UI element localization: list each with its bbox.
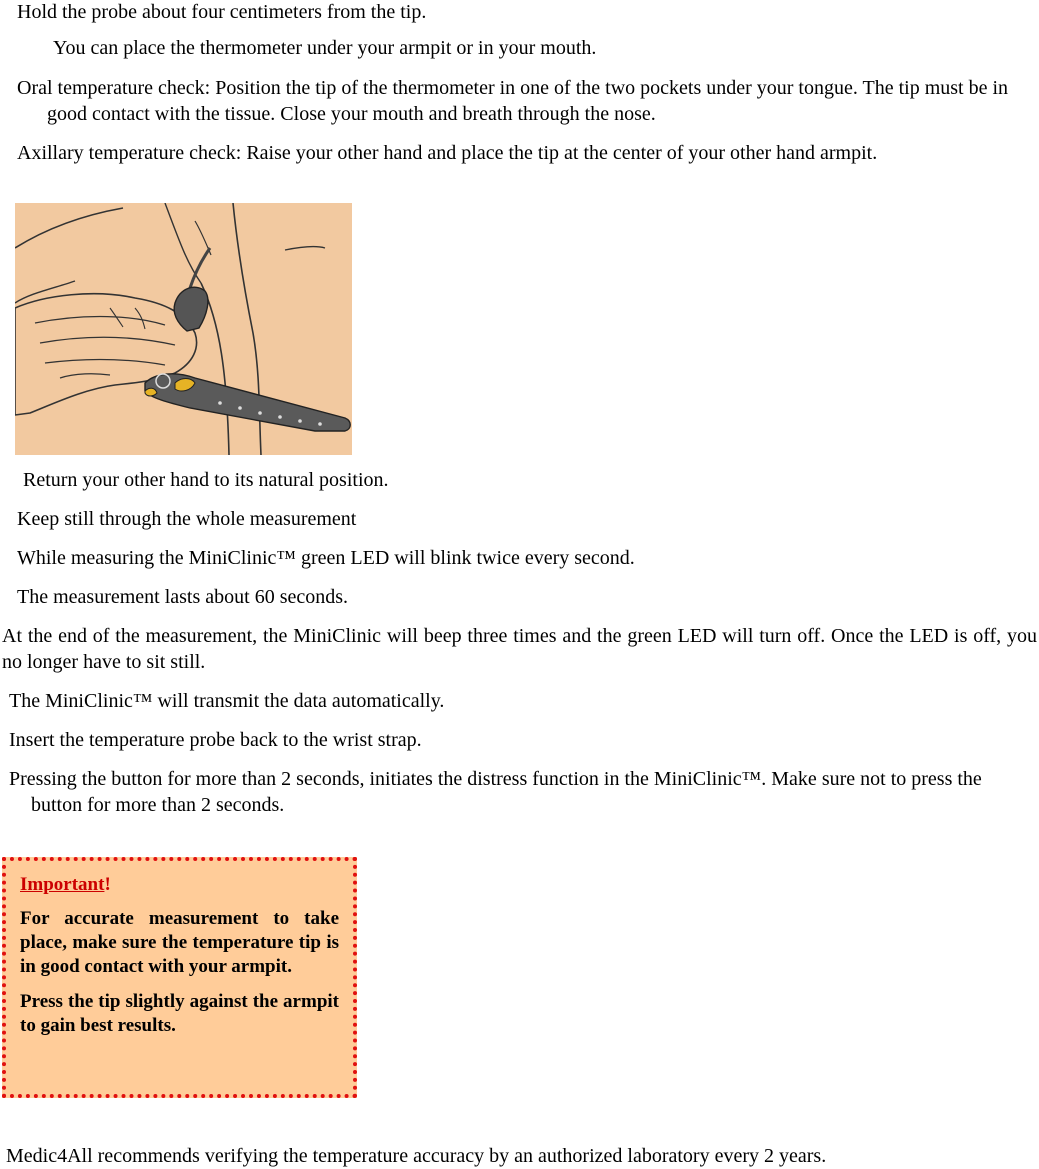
instruction-keep-still: Keep still through the whole measurement xyxy=(17,508,357,530)
instruction-duration: The measurement lasts about 60 seconds. xyxy=(17,586,349,608)
instruction-distress-warning: Pressing the button for more than 2 seconds, initiates the distress function in the MiniClinic™. Make sure not to press the button for more than 2 seconds. xyxy=(9,768,982,816)
armpit-thermometer-illustration xyxy=(15,203,352,455)
callout-paragraph-press: Press the tip slightly against the armpit to gain best results. xyxy=(20,991,339,1036)
instruction-hold-probe: Hold the probe about four centimeters from the tip. xyxy=(17,1,427,23)
instruction-return-hand: Return your other hand to its natural position. xyxy=(23,469,389,491)
instruction-axillary-check: Axillary temperature check: Raise your other hand and place the tip at the center of your other hand armpit. xyxy=(17,142,878,164)
instruction-insert-probe: Insert the temperature probe back to the wrist strap. xyxy=(9,729,422,751)
callout-title-mark: ! xyxy=(104,874,111,895)
instruction-oral-check: Oral temperature check: Position the tip of the thermometer in one of the two pockets under your tongue. The tip must be in good contact with the tissue. Close your mouth and breath through the nose. xyxy=(17,77,1009,125)
callout-title xyxy=(20,873,339,897)
instruction-transmit: The MiniClinic™ will transmit the data automatically. xyxy=(9,690,445,712)
instruction-placement: You can place the thermometer under your armpit or in your mouth. xyxy=(53,37,597,59)
instruction-led-blink: While measuring the MiniClinic™ green LED will blink twice every second. xyxy=(17,547,635,569)
instruction-end-measurement: At the end of the measurement, the MiniClinic will beep three times and the green LED will turn off. Once the LED is off, you no longer have to sit still. xyxy=(2,625,1037,673)
callout-title-word: Important xyxy=(20,874,105,895)
footer-recommendation: Medic4All recommends verifying the temperature accuracy by an authorized laboratory every 2 years. xyxy=(6,1145,827,1167)
important-callout xyxy=(2,857,357,1098)
callout-paragraph-contact: For accurate measurement to take place, make sure the temperature tip is in good contact with your armpit. xyxy=(20,908,339,977)
